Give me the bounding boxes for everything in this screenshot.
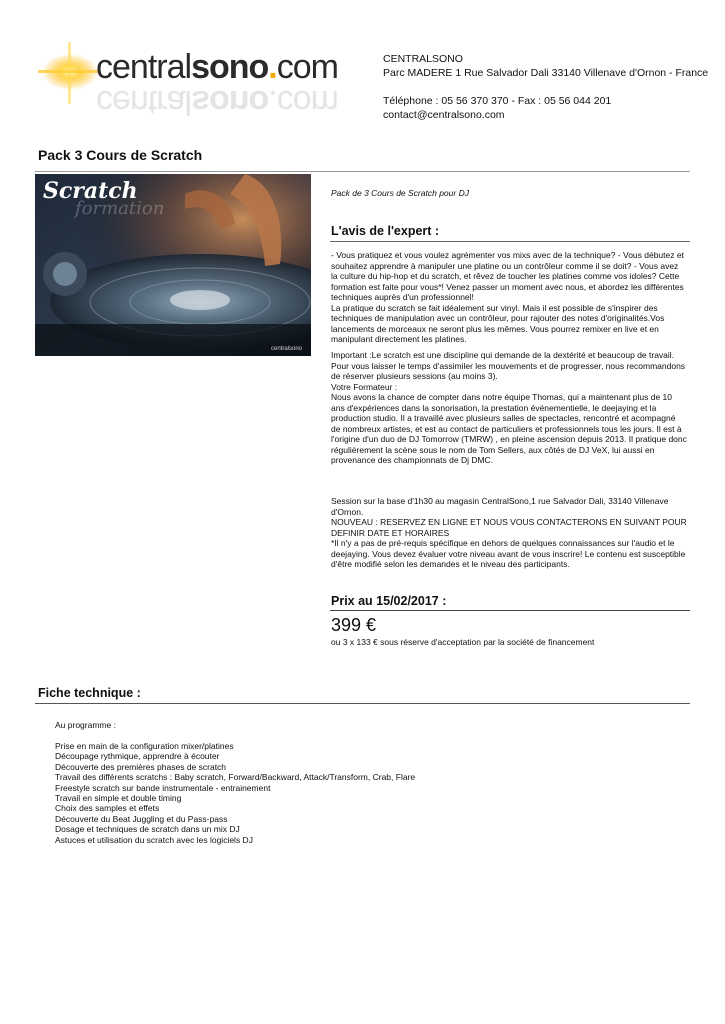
list-item: Freestyle scratch sur bande instrumentale - entrainement <box>55 782 271 793</box>
company-email[interactable]: contact@centralsono.com <box>383 109 505 121</box>
expert-paragraph-2: Important :Le scratch est une discipline qui demande de la dextérité et beaucoup de travail. Pour vous laisser le temps d'assimiler les mouvements et de progresser, nous recommandons de réserver plusieurs sessions (au moins 3). Votre Formateur : Nous avons la chance de compter dans notre équipe Thomas, qui a maintenant plus de 10 ans d'expériences dans la sonorisation, la prestation événementielle, le deejaying et la production studio. Il a travaillé avec plusieurs salles de spectacles, rencontré et acompagné de nombreux artistes, et est au contact de particuliers et professionnels tous les jours. Il est à l'origine d'un duo de DJ Tomorrow (TMRW) , en pleine ascension depuis 2013. Il pratique donc régulièrement la scène sous le nom de Tom Sellers, aux côtés de DJ VeX, lui aussi en provenance des championnats de Dj DMC. <box>331 350 687 465</box>
expert-paragraph-1: - Vous pratiquez et vous voulez agrémenter vos mixs avec de la technique? - Vous débutez et souhaitez apprendre à manipuler une platine ou un contrôleur comme il se doit? - Vous avez la culture du hip-hop et du scratch, et rêvez de toucher les platines comme vos idoles? Cette formation est faite pour vous*! Venez passer un moment avec nous, et abordez les différentes techniques auprès d'un professionnel! La pratique du scratch se fait idéalement sur vinyl. Mais il est possible de s'inspirer des techniques de manipulation avec un contrôleur, pour rajouter des notes d'originalités.Vos lancements de morceaux ne seront plus les mêmes. Vous pourrez remixer en live et en manipulant directement les platines. <box>331 250 684 344</box>
expert-paragraph-3: Session sur la base d'1h30 au magasin CentralSono,1 rue Salvador Dali, 33140 Villenave d'Ornon. NOUVEAU : RESERVEZ EN LIGNE ET NOUS VOUS CONTACTERONS EN SUIVANT POUR DEFINIR DATE ET HORAIRES *Il n'y a pas de pré-requis spécifique en dehors de quelques connaissances sur l'audio et le deejaying. Vous devez évaluer votre niveau avant de vous inscrire! Le contenu est susceptible d'être modifié selon les demandes et le niveau des participants. <box>331 496 687 569</box>
company-phone-fax: Téléphone : 05 56 370 370 - Fax : 05 56 044 201 <box>383 95 612 107</box>
list-item: Travail en simple et double timing <box>55 793 182 804</box>
logo-flare-icon <box>38 38 98 118</box>
image-overlay-subtitle: formation <box>75 198 165 219</box>
expert-heading: L'avis de l'expert : <box>331 224 440 238</box>
fiche-technique-heading: Fiche technique : <box>38 686 141 700</box>
company-logo <box>38 38 338 121</box>
product-title: Pack 3 Cours de Scratch <box>38 147 203 163</box>
logo-reflection: centralsono.com <box>96 83 338 121</box>
company-address: Parc MADERE 1 Rue Salvador Dali 33140 Villenave d'Ornon - France <box>383 67 709 79</box>
program-list <box>55 741 415 845</box>
list-item: Découpage rythmique, apprendre à écouter <box>55 751 220 762</box>
program-label: Au programme : <box>55 720 116 730</box>
divider <box>35 703 690 704</box>
divider <box>330 241 690 242</box>
list-item: Astuces et utilisation du scratch avec les logiciels DJ <box>55 834 253 845</box>
list-item: Dosage et techniques de scratch dans un mix DJ <box>55 824 240 835</box>
product-image <box>35 174 311 356</box>
product-intro: Pack de 3 Cours de Scratch pour DJ <box>331 188 469 198</box>
list-item: Travail des différents scratchs : Baby scratch, Forward/Backward, Attack/Transform, Crab, Flare <box>55 772 416 783</box>
company-info <box>383 52 708 122</box>
image-watermark: centralsono <box>271 346 303 352</box>
company-name: CENTRALSONO <box>383 53 463 65</box>
image-overlay-title: Scratch <box>43 178 138 204</box>
divider <box>35 171 690 172</box>
price-heading: Prix au 15/02/2017 : <box>331 594 447 608</box>
list-item: Prise en main de la configuration mixer/platines <box>55 741 234 751</box>
list-item: Choix des samples et effets <box>55 803 160 814</box>
list-item: Découverte du Beat Juggling et du Pass-pass <box>55 813 228 824</box>
price-amount: 399 € <box>331 615 377 635</box>
price-financing-note: ou 3 x 133 € sous réserve d'acceptation par la société de financement <box>331 637 595 647</box>
list-item: Découverte des premières phases de scratch <box>55 761 227 772</box>
divider <box>330 610 690 611</box>
logo-wordmark: centralsono.com <box>96 48 338 86</box>
